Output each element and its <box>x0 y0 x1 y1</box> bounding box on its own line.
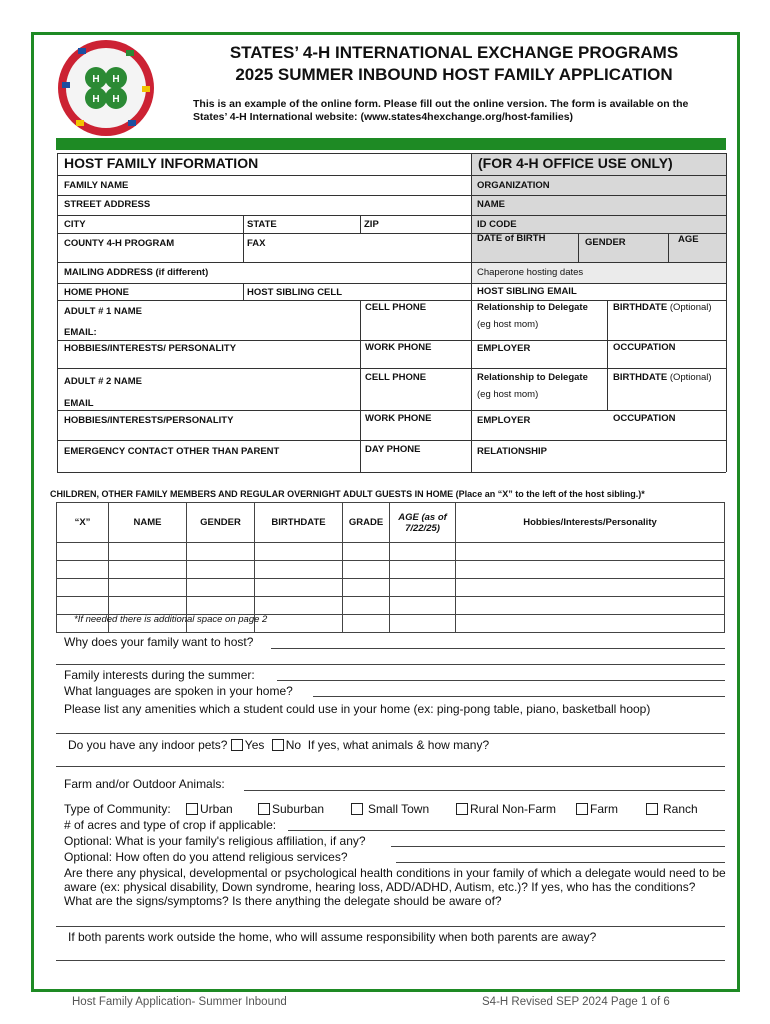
title-line-2: 2025 SUMMER INBOUND HOST FAMILY APPLICATION <box>235 65 673 84</box>
table-row[interactable] <box>57 579 725 597</box>
ranch-checkbox[interactable] <box>646 803 658 815</box>
state-label: STATE <box>247 219 277 230</box>
footer-left: Host Family Application- Summer Inbound <box>72 996 287 1008</box>
line <box>57 300 726 301</box>
pets-yes-label: Yes <box>244 738 265 752</box>
line <box>668 233 669 262</box>
office-heading: (FOR 4-H OFFICE USE ONLY) <box>478 155 673 171</box>
employer1-label: EMPLOYER <box>477 343 531 354</box>
interests-label: Family interests during the summer: <box>64 668 255 682</box>
community-label: Type of Community: <box>64 802 171 816</box>
birthdate1-text: BIRTHDATE <box>613 302 668 313</box>
community-ranch <box>646 802 698 816</box>
col-age: AGE (as of 7/22/25) <box>390 503 456 543</box>
hobbies2-label: HOBBIES/INTERESTS/PERSONALITY <box>64 415 234 426</box>
cell1-label: CELL PHONE <box>365 302 427 313</box>
line <box>57 283 726 284</box>
svg-text:H: H <box>112 94 120 105</box>
employer2-label: EMPLOYER <box>477 415 531 426</box>
why-host-field[interactable] <box>271 648 725 649</box>
col-birthdate: BIRTHDATE <box>255 503 343 543</box>
community-farm <box>576 802 618 816</box>
relationship-label: RELATIONSHIP <box>477 446 548 457</box>
col-name: NAME <box>109 503 187 543</box>
hobbies1-label: HOBBIES/INTERESTS/ PERSONALITY <box>64 343 237 354</box>
cell2-label: CELL PHONE <box>365 372 427 383</box>
office-name-label: NAME <box>477 199 505 210</box>
table-row[interactable] <box>57 543 725 561</box>
health-label: Are there any physical, developmental or psychological health conditions in your family of which a delegate would need to be aware (ex: physical disability, Down syndrome, hearing loss, ADD/ADHD, Autism, etc.)? If yes, who has the conditions? What are the signs/symptoms? Is there anything the delegate should be aware of? <box>64 866 726 908</box>
farm-option-label: Farm <box>590 802 618 816</box>
relationship1-label: Relationship to Delegate <box>477 302 588 313</box>
mailing-label: MAILING ADDRESS (if different) <box>64 267 209 278</box>
intro-text: This is an example of the online form. Please fill out the online version. The form is available on the States’ 4-H International website: (www.states4hexchange.org/host-families) <box>193 98 689 123</box>
page-title <box>194 42 714 86</box>
religion-field[interactable] <box>391 846 725 847</box>
urban-label: Urban <box>200 802 233 816</box>
children-note: *If needed there is additional space on page 2 <box>74 614 268 625</box>
line <box>57 233 726 234</box>
children-header-row <box>57 503 725 543</box>
age-label: AGE <box>678 234 699 245</box>
emergency-label: EMERGENCY CONTACT OTHER THAN PARENT <box>64 446 280 457</box>
line <box>57 153 58 472</box>
col-hobbies: Hobbies/Interests/Personality <box>456 503 725 543</box>
line <box>57 410 726 411</box>
optional1-text: (Optional) <box>669 302 712 313</box>
languages-field[interactable] <box>313 696 725 697</box>
line <box>243 215 244 262</box>
services-field[interactable] <box>396 862 725 863</box>
host-sibling-cell-label: HOST SIBLING CELL <box>247 287 342 298</box>
line <box>57 195 726 196</box>
community-small-town <box>351 802 429 816</box>
work1-label: WORK PHONE <box>365 342 432 353</box>
eg2-label: (eg host mom) <box>477 389 539 400</box>
health-field[interactable] <box>56 926 725 927</box>
small-town-label: Small Town <box>368 802 430 816</box>
email2-label: EMAIL <box>64 398 94 409</box>
line <box>578 233 579 262</box>
home-phone-label: HOME PHONE <box>64 287 129 298</box>
organization-label: ORGANIZATION <box>477 180 550 191</box>
community-rural <box>456 802 556 816</box>
chaperone-label: Chaperone hosting dates <box>477 267 584 278</box>
green-divider <box>56 138 726 150</box>
family-name-label: FAMILY NAME <box>64 180 129 191</box>
line <box>243 283 244 300</box>
children-heading: CHILDREN, OTHER FAMILY MEMBERS AND REGULAR OVERNIGHT ADULT GUESTS IN HOME (Place an “X” to the left of the host sibling.)* <box>50 489 645 499</box>
adult1-label: ADULT # 1 NAME <box>64 306 142 317</box>
line <box>57 368 726 369</box>
rural-checkbox[interactable] <box>456 803 468 815</box>
adult2-label: ADULT # 2 NAME <box>64 376 142 387</box>
pets-follow-label: If yes, what animals & how many? <box>307 738 490 752</box>
acres-label: # of acres and type of crop if applicable: <box>64 818 277 832</box>
languages-label: What languages are spoken in your home? <box>64 684 293 698</box>
birthdate1-label <box>613 302 712 313</box>
sibling-email-label: HOST SIBLING EMAIL <box>477 286 577 297</box>
email1-label: EMAIL: <box>64 327 97 338</box>
line <box>57 175 726 176</box>
fax-label: FAX <box>247 238 266 249</box>
community-urban <box>186 802 233 816</box>
gender-label: GENDER <box>585 237 626 248</box>
work-label: If both parents work outside the home, who will assume responsibility when both parents are away? <box>68 930 597 944</box>
services-label: Optional: How often do you attend religious services? <box>64 850 348 864</box>
zip-label: ZIP <box>364 219 379 230</box>
line <box>57 472 726 473</box>
farm-field[interactable] <box>244 790 725 791</box>
occupation1-label: OCCUPATION <box>613 342 676 353</box>
eg1-label: (eg host mom) <box>477 319 539 330</box>
optional2-text: (Optional) <box>669 372 712 383</box>
interests-field[interactable] <box>277 680 725 681</box>
work2-label: WORK PHONE <box>365 413 432 424</box>
line <box>57 340 726 341</box>
city-label: CITY <box>64 219 86 230</box>
pets-no-checkbox[interactable] <box>272 739 284 751</box>
pets-field[interactable] <box>56 766 725 767</box>
community-suburban <box>258 802 324 816</box>
farm-label: Farm and/or Outdoor Animals: <box>64 777 225 791</box>
small-town-checkbox[interactable] <box>351 803 363 815</box>
amenities-field[interactable] <box>56 733 725 734</box>
pets-no-label: No <box>285 738 302 752</box>
line <box>57 440 726 441</box>
svg-text:H: H <box>92 74 100 85</box>
ranch-label: Ranch <box>663 802 698 816</box>
rural-label: Rural Non-Farm <box>470 802 557 816</box>
acres-field[interactable] <box>288 830 725 831</box>
line <box>726 153 727 472</box>
line <box>57 153 726 154</box>
col-gender: GENDER <box>187 503 255 543</box>
host-heading: HOST FAMILY INFORMATION <box>64 155 259 171</box>
relationship2-label: Relationship to Delegate <box>477 372 588 383</box>
religion-label: Optional: What is your family's religious affiliation, if any? <box>64 834 366 848</box>
why-host-label: Why does your family want to host? <box>64 635 254 649</box>
svg-text:H: H <box>112 74 120 85</box>
footer-right: S4-H Revised SEP 2024 Page 1 of 6 <box>482 996 670 1008</box>
urban-checkbox[interactable] <box>186 803 198 815</box>
4h-international-logo <box>56 38 156 138</box>
line <box>360 215 361 233</box>
street-label: STREET ADDRESS <box>64 199 151 210</box>
dob-label: DATE of BIRTH <box>477 233 546 244</box>
pets-question <box>68 738 489 752</box>
line <box>360 300 361 472</box>
work-field[interactable] <box>56 960 725 961</box>
suburban-checkbox[interactable] <box>258 803 270 815</box>
occupation2-label: OCCUPATION <box>613 413 676 424</box>
pets-label: Do you have any indoor pets? <box>68 738 228 752</box>
line <box>471 153 472 472</box>
table-row[interactable] <box>57 561 725 579</box>
line <box>57 262 726 263</box>
suburban-label: Suburban <box>272 802 325 816</box>
line <box>607 300 608 410</box>
amenities-label: Please list any amenities which a student could use in your home (ex: ping-pong table, piano, basketball hoop) <box>64 702 651 716</box>
line <box>57 215 726 216</box>
table-row[interactable] <box>57 597 725 615</box>
birthdate2-label <box>613 372 712 383</box>
farm-checkbox[interactable] <box>576 803 588 815</box>
pets-yes-checkbox[interactable] <box>231 739 243 751</box>
why-host-field-2[interactable] <box>56 664 725 665</box>
title-line-1: STATES’ 4-H INTERNATIONAL EXCHANGE PROGRAMS <box>229 43 679 62</box>
svg-text:H: H <box>92 94 100 105</box>
county-label: COUNTY 4-H PROGRAM <box>64 238 175 249</box>
day-phone-label: DAY PHONE <box>365 444 421 455</box>
col-grade: GRADE <box>343 503 390 543</box>
col-x: “X” <box>57 503 109 543</box>
birthdate2-text: BIRTHDATE <box>613 372 668 383</box>
id-code-label: ID CODE <box>477 219 517 230</box>
